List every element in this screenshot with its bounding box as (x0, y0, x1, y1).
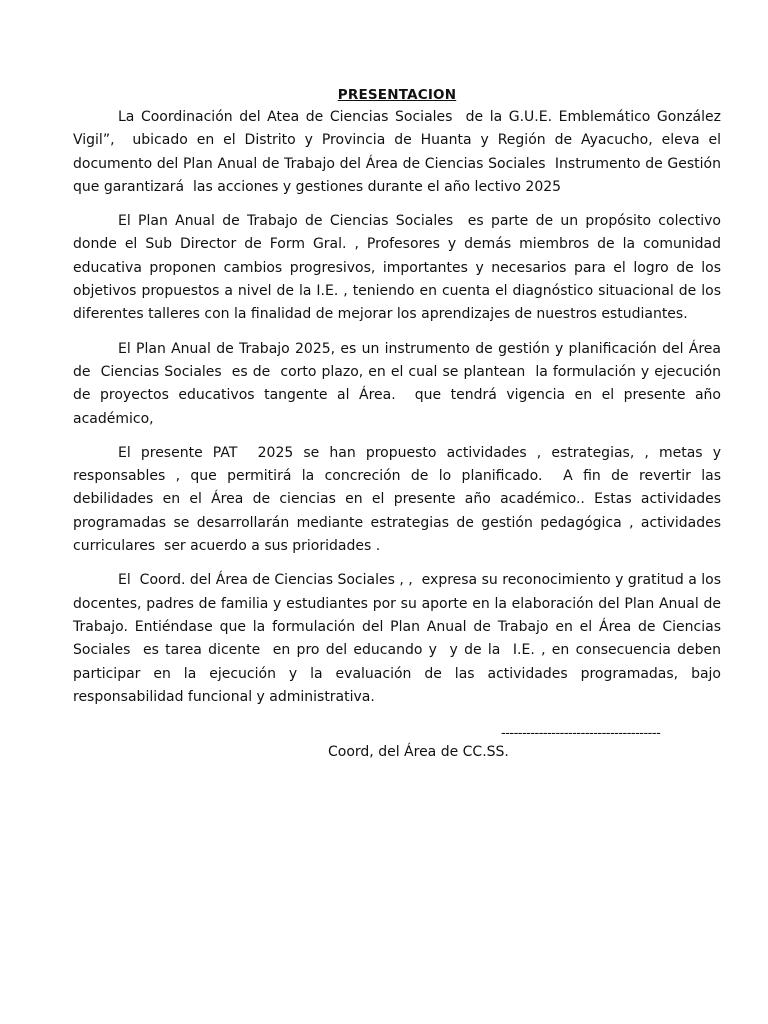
paragraph-acknowledgement: El Coord. del Área de Ciencias Sociales , , expresa su reconocimiento y gratitud a los docentes, padres de familia y estudiantes por su aporte en la elaboración del Plan Anual de Trabajo. Entiéndase que la formulación del Plan Anual de Trabajo en el Área de Ciencias Sociales es tarea dicente en pro del educando y y de la I.E. , en consecuencia deben participar en la ejecución y la evaluación de las actividades programadas, bajo responsabilidad funcional y administrativa. (73, 572, 726, 705)
paragraph-management-instrument: El Plan Anual de Trabajo 2025, es un instrumento de gestión y planificación del Área de Ciencias Sociales es de corto plazo, en el cual se plantean la formulación y ejecución de proyectos educativos tangente al Área. que tendrá vigencia en el presente año académico, (73, 340, 726, 427)
document-page (73, 85, 726, 763)
signature-label: Coord, del Área de CC.SS. (328, 744, 509, 761)
paragraph-activities: El presente PAT 2025 se han propuesto actividades , estrategias, , metas y responsables , que permitirá la concreción de lo planificado. A fin de revertir las debilidades en el Área de ciencias en el presente año académico.. Estas actividades programadas se desarrollarán mediante estrategias de gestión pedagógica , actividades curriculares ser acuerdo a sus prioridades . (73, 444, 726, 555)
paragraph-introduction: La Coordinación del Atea de Ciencias Sociales de la G.U.E. Emblemático González Vigil”, ubicado en el Distrito y Provincia de Huanta y Región de Ayacucho, eleva el documento del Plan Anual de Trabajo del Área de Ciencias Sociales Instrumento de Gestión que garantizará las acciones y gestiones durante el año lectivo 2025 (73, 109, 726, 195)
paragraph-collective-purpose: El Plan Anual de Trabajo de Ciencias Sociales es parte de un propósito colectivo donde el Sub Director de Form Gral. , Profesores y demás miembros de la comunidad educativa proponen cambios progresivos, importantes y necesarios para el logro de los objetivos propuestos a nivel de la I.E. , teniendo en cuenta el diagnóstico situacional de los diferentes talleres con la finalidad de mejorar los aprendizajes de nuestros estudiantes. (73, 213, 726, 323)
document-title: PRESENTACION (337, 87, 457, 103)
signature-line: -------------------------------------- (501, 726, 661, 742)
